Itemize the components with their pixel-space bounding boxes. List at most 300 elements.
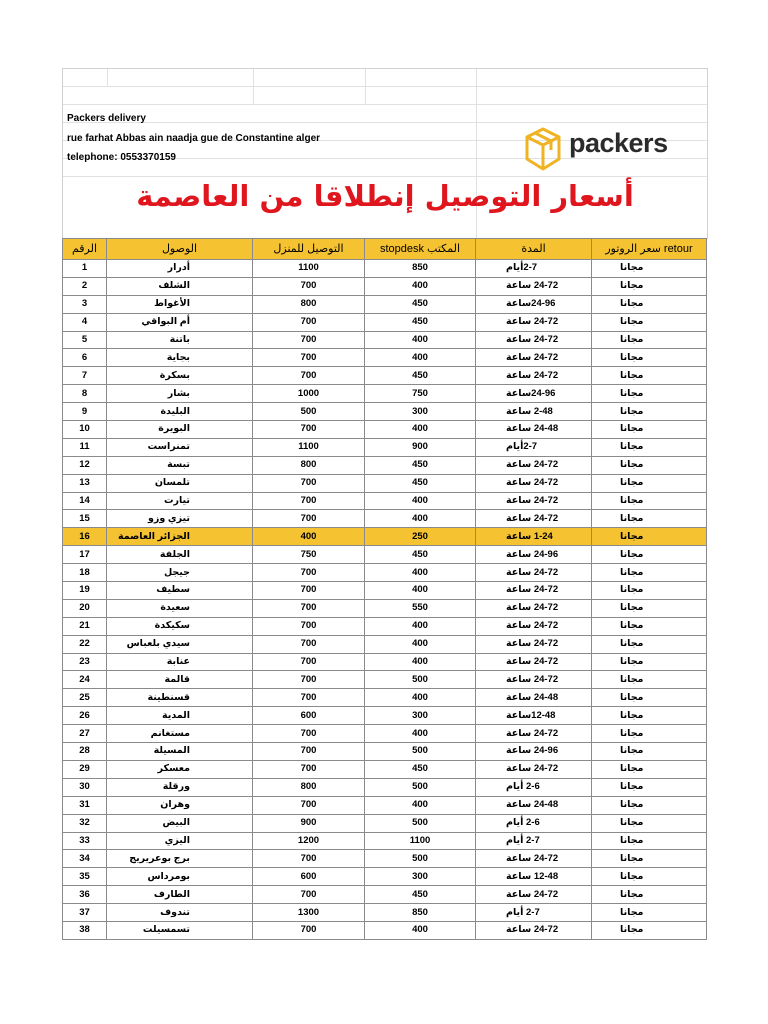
cell-stopdesk-price: 500: [365, 778, 476, 796]
cell-num: 36: [63, 886, 107, 904]
header-grid: [62, 68, 708, 239]
cell-retour: مجانا: [592, 510, 707, 528]
duration-text: 24-72 ساعة: [506, 620, 559, 632]
grid-line: [253, 69, 254, 104]
cell-duration: [476, 546, 592, 564]
cell-home-price: 700: [253, 671, 365, 689]
cell-home-price: 900: [253, 814, 365, 832]
cell-retour: مجانا: [592, 725, 707, 743]
cell-home-price: 700: [253, 474, 365, 492]
cell-num: 12: [63, 456, 107, 474]
cell-home-price: 700: [253, 760, 365, 778]
cell-wilaya: سطيف: [107, 582, 253, 600]
cell-duration: [476, 528, 592, 546]
table-row: [63, 886, 707, 904]
grid-line: [107, 69, 108, 86]
cell-duration: [476, 349, 592, 367]
cell-num: 31: [63, 796, 107, 814]
cell-home-price: 700: [253, 796, 365, 814]
cell-duration: [476, 635, 592, 653]
cell-stopdesk-price: 400: [365, 725, 476, 743]
cell-wilaya: سيدي بلعباس: [107, 635, 253, 653]
cell-wilaya: أم البواقي: [107, 313, 253, 331]
cell-num: 8: [63, 385, 107, 403]
cell-wilaya: بجاية: [107, 349, 253, 367]
cell-num: 1: [63, 260, 107, 278]
cell-stopdesk-price: 400: [365, 689, 476, 707]
cell-stopdesk-price: 400: [365, 349, 476, 367]
duration-text: 24-72 ساعة: [506, 334, 559, 345]
cell-retour: مجانا: [592, 689, 707, 707]
duration-text: 24-48 ساعة: [506, 423, 559, 435]
cell-home-price: 400: [253, 528, 365, 546]
cell-num: 33: [63, 832, 107, 850]
cell-duration: [476, 725, 592, 743]
cell-retour: مجانا: [592, 564, 707, 582]
cell-wilaya: سعيدة: [107, 599, 253, 617]
cell-stopdesk-price: 400: [365, 653, 476, 671]
cell-home-price: 600: [253, 868, 365, 886]
cell-num: 26: [63, 707, 107, 725]
cell-duration: [476, 743, 592, 761]
cell-wilaya: قالمة: [107, 671, 253, 689]
cell-stopdesk-price: 850: [365, 260, 476, 278]
cell-num: 14: [63, 492, 107, 510]
cell-num: 29: [63, 760, 107, 778]
cell-retour: مجانا: [592, 331, 707, 349]
cell-home-price: 700: [253, 349, 365, 367]
cell-retour: مجانا: [592, 492, 707, 510]
header-duration: المدة: [476, 239, 592, 260]
cell-duration: [476, 689, 592, 707]
cell-num: 28: [63, 743, 107, 761]
duration-text: 24-96ساعة: [506, 387, 556, 399]
cell-duration: [476, 886, 592, 904]
duration-text: 24-72 ساعة: [506, 459, 559, 471]
cell-retour: مجانا: [592, 796, 707, 814]
cell-retour: مجانا: [592, 850, 707, 868]
cell-retour: مجانا: [592, 438, 707, 456]
cell-wilaya: الجلفة: [107, 546, 253, 564]
cell-duration: [476, 904, 592, 922]
cell-duration: [476, 653, 592, 671]
cell-wilaya: اليزي: [107, 832, 253, 850]
grid-line: [63, 86, 707, 87]
table-row: [63, 725, 707, 743]
duration-text: 24-72 ساعة: [506, 638, 559, 650]
cell-wilaya: الأغواط: [107, 295, 253, 313]
cell-num: 6: [63, 349, 107, 367]
cell-home-price: 1100: [253, 260, 365, 278]
cell-stopdesk-price: 1100: [365, 832, 476, 850]
cell-home-price: 700: [253, 277, 365, 295]
grid-line: [63, 122, 707, 123]
packers-logo: [523, 126, 673, 170]
table-row: [63, 743, 707, 761]
cell-home-price: 1200: [253, 832, 365, 850]
company-name: Packers delivery: [67, 113, 146, 124]
cell-retour: مجانا: [592, 868, 707, 886]
table-row: [63, 421, 707, 439]
cell-duration: [476, 564, 592, 582]
cell-retour: مجانا: [592, 456, 707, 474]
cell-home-price: 800: [253, 295, 365, 313]
cell-duration: [476, 510, 592, 528]
duration-text: 24-72 ساعة: [506, 656, 559, 668]
cell-stopdesk-price: 500: [365, 671, 476, 689]
cell-duration: [476, 367, 592, 385]
cell-num: 21: [63, 617, 107, 635]
cell-home-price: 700: [253, 725, 365, 743]
cell-home-price: 700: [253, 743, 365, 761]
cell-duration: [476, 385, 592, 403]
table-row: [63, 492, 707, 510]
cell-num: 13: [63, 474, 107, 492]
cell-wilaya: تلمسان: [107, 474, 253, 492]
cell-wilaya: الجزائر العاصمة: [107, 528, 253, 546]
duration-text: 24-96ساعة: [506, 298, 556, 310]
duration-text: 24-72 ساعة: [506, 888, 559, 900]
header-wilaya: الوصول: [107, 239, 253, 260]
cell-wilaya: بشار: [107, 385, 253, 403]
duration-text: 24-48 ساعة: [506, 691, 559, 703]
cell-num: 18: [63, 564, 107, 582]
cell-duration: [476, 456, 592, 474]
header-retour: retour سعر الروتور: [592, 239, 707, 260]
cell-home-price: 800: [253, 778, 365, 796]
cell-retour: مجانا: [592, 474, 707, 492]
cell-wilaya: المدية: [107, 707, 253, 725]
duration-text: 2-7 أيام: [506, 834, 540, 846]
cell-home-price: 700: [253, 367, 365, 385]
cell-retour: مجانا: [592, 760, 707, 778]
cell-retour: مجانا: [592, 367, 707, 385]
header-num: الرقم: [63, 239, 107, 260]
cell-home-price: 700: [253, 313, 365, 331]
cell-wilaya: تسمسيلت: [107, 921, 253, 939]
cell-stopdesk-price: 450: [365, 760, 476, 778]
table-row: [63, 510, 707, 528]
cell-home-price: 700: [253, 653, 365, 671]
cell-retour: مجانا: [592, 599, 707, 617]
cell-retour: مجانا: [592, 635, 707, 653]
duration-text: 24-72 ساعة: [506, 763, 559, 775]
cell-stopdesk-price: 400: [365, 635, 476, 653]
cell-retour: مجانا: [592, 904, 707, 922]
cell-wilaya: أدرار: [107, 260, 253, 278]
cell-num: 27: [63, 725, 107, 743]
cell-retour: مجانا: [592, 277, 707, 295]
cell-retour: مجانا: [592, 403, 707, 421]
cell-num: 37: [63, 904, 107, 922]
cell-wilaya: بسكرة: [107, 367, 253, 385]
cell-wilaya: ورقلة: [107, 778, 253, 796]
cell-num: 23: [63, 653, 107, 671]
cell-home-price: 700: [253, 510, 365, 528]
table-row: [63, 295, 707, 313]
cell-duration: [476, 796, 592, 814]
cell-num: 11: [63, 438, 107, 456]
table-row: [63, 474, 707, 492]
cell-duration: [476, 582, 592, 600]
cell-stopdesk-price: 850: [365, 904, 476, 922]
duration-text: 2-6 أيام: [506, 817, 540, 829]
duration-text: 2-7أيام: [506, 262, 538, 274]
cell-duration: [476, 832, 592, 850]
cell-stopdesk-price: 450: [365, 313, 476, 331]
spreadsheet: [62, 68, 706, 942]
duration-text: 24-72 ساعة: [506, 673, 559, 685]
table-row: [63, 868, 707, 886]
table-row: [63, 438, 707, 456]
cell-duration: [476, 438, 592, 456]
cell-stopdesk-price: 500: [365, 814, 476, 832]
duration-text: 24-72 ساعة: [506, 727, 559, 739]
cell-num: 34: [63, 850, 107, 868]
cell-retour: مجانا: [592, 617, 707, 635]
table-row: [63, 653, 707, 671]
table-row: [63, 635, 707, 653]
cell-duration: [476, 921, 592, 939]
cell-num: 19: [63, 582, 107, 600]
cell-num: 2: [63, 277, 107, 295]
logo-box-icon: [523, 126, 563, 172]
cell-home-price: 700: [253, 331, 365, 349]
cell-duration: [476, 421, 592, 439]
cell-retour: مجانا: [592, 743, 707, 761]
duration-text: 24-96 ساعة: [506, 548, 559, 560]
duration-text: 24-72 ساعة: [506, 602, 559, 614]
duration-text: 24-72 ساعة: [506, 924, 559, 936]
table-row: [63, 528, 707, 546]
duration-text: 24-72 ساعة: [506, 369, 559, 381]
cell-retour: مجانا: [592, 653, 707, 671]
cell-stopdesk-price: 250: [365, 528, 476, 546]
cell-duration: [476, 617, 592, 635]
cell-retour: مجانا: [592, 349, 707, 367]
table-row: [63, 904, 707, 922]
cell-wilaya: تبسة: [107, 456, 253, 474]
cell-num: 30: [63, 778, 107, 796]
cell-retour: مجانا: [592, 886, 707, 904]
cell-wilaya: برج بوعريريج: [107, 850, 253, 868]
cell-stopdesk-price: 400: [365, 582, 476, 600]
cell-home-price: 800: [253, 456, 365, 474]
grid-line: [476, 69, 477, 239]
cell-home-price: 700: [253, 635, 365, 653]
duration-text: 24-72 ساعة: [506, 852, 559, 864]
duration-text: 2-6 أيام: [506, 781, 540, 793]
cell-stopdesk-price: 900: [365, 438, 476, 456]
cell-stopdesk-price: 450: [365, 456, 476, 474]
table-row: [63, 832, 707, 850]
cell-retour: مجانا: [592, 385, 707, 403]
table-row: [63, 617, 707, 635]
cell-stopdesk-price: 300: [365, 403, 476, 421]
table-row: [63, 689, 707, 707]
cell-retour: مجانا: [592, 313, 707, 331]
cell-num: 22: [63, 635, 107, 653]
cell-home-price: 1300: [253, 904, 365, 922]
table-row: [63, 778, 707, 796]
cell-home-price: 700: [253, 421, 365, 439]
cell-num: 3: [63, 295, 107, 313]
cell-duration: [476, 313, 592, 331]
cell-num: 5: [63, 331, 107, 349]
cell-stopdesk-price: 400: [365, 921, 476, 939]
cell-home-price: 700: [253, 564, 365, 582]
cell-duration: [476, 707, 592, 725]
cell-wilaya: الطارف: [107, 886, 253, 904]
cell-duration: [476, 850, 592, 868]
cell-home-price: 600: [253, 707, 365, 725]
table-row: [63, 367, 707, 385]
cell-home-price: 700: [253, 689, 365, 707]
cell-stopdesk-price: 450: [365, 474, 476, 492]
cell-retour: مجانا: [592, 421, 707, 439]
page-title: أسعار التوصيل إنطلاقا من العاصمة: [136, 179, 634, 213]
cell-stopdesk-price: 500: [365, 850, 476, 868]
cell-wilaya: عنابة: [107, 653, 253, 671]
cell-num: 20: [63, 599, 107, 617]
cell-num: 17: [63, 546, 107, 564]
cell-retour: مجانا: [592, 582, 707, 600]
cell-num: 15: [63, 510, 107, 528]
duration-text: 12-48ساعة: [506, 709, 556, 721]
cell-home-price: 700: [253, 492, 365, 510]
table-row: [63, 760, 707, 778]
duration-text: 2-7أيام: [506, 441, 538, 453]
table-row: [63, 850, 707, 868]
cell-wilaya: مستغانم: [107, 725, 253, 743]
duration-text: 24-72 ساعة: [506, 512, 559, 524]
duration-text: 24-96 ساعة: [506, 745, 559, 757]
cell-num: 9: [63, 403, 107, 421]
table-row: [63, 796, 707, 814]
cell-stopdesk-price: 300: [365, 868, 476, 886]
cell-num: 7: [63, 367, 107, 385]
duration-text: 1-24 ساعة: [506, 530, 553, 542]
cell-home-price: 700: [253, 886, 365, 904]
table-row: [63, 564, 707, 582]
cell-num: 24: [63, 671, 107, 689]
cell-num: 16: [63, 528, 107, 546]
table-row: [63, 331, 707, 349]
table-row: [63, 349, 707, 367]
company-phone: telephone: 0553370159: [67, 152, 176, 163]
cell-duration: [476, 868, 592, 886]
cell-duration: [476, 331, 592, 349]
cell-duration: [476, 671, 592, 689]
cell-home-price: 700: [253, 582, 365, 600]
grid-line: [365, 69, 366, 104]
duration-text: 24-72 ساعة: [506, 351, 559, 363]
cell-stopdesk-price: 300: [365, 707, 476, 725]
cell-stopdesk-price: 750: [365, 385, 476, 403]
duration-text: 24-72 ساعة: [506, 280, 559, 292]
cell-wilaya: قسنطينة: [107, 689, 253, 707]
duration-text: 24-72 ساعة: [506, 495, 559, 507]
duration-text: 2-48 ساعة: [506, 405, 553, 417]
cell-retour: مجانا: [592, 528, 707, 546]
duration-text: 2-7 أيام: [506, 906, 540, 918]
company-address: rue farhat Abbas ain naadja gue de Constantine alger: [67, 133, 321, 144]
duration-text: 24-72 ساعة: [506, 316, 559, 328]
cell-wilaya: البويرة: [107, 421, 253, 439]
table-row: [63, 814, 707, 832]
cell-retour: مجانا: [592, 546, 707, 564]
cell-retour: مجانا: [592, 921, 707, 939]
duration-text: 12-48 ساعة: [506, 870, 559, 882]
cell-home-price: 1100: [253, 438, 365, 456]
cell-duration: [476, 295, 592, 313]
duration-text: 24-72 ساعة: [506, 477, 559, 489]
cell-wilaya: سكيكدة: [107, 617, 253, 635]
cell-wilaya: وهران: [107, 796, 253, 814]
grid-line: [63, 104, 707, 105]
cell-duration: [476, 814, 592, 832]
cell-wilaya: تمنراست: [107, 438, 253, 456]
cell-stopdesk-price: 400: [365, 510, 476, 528]
rates-table: [62, 238, 707, 940]
grid-line: [63, 176, 707, 177]
table-row: [63, 921, 707, 939]
cell-wilaya: تيارت: [107, 492, 253, 510]
cell-retour: مجانا: [592, 778, 707, 796]
cell-duration: [476, 260, 592, 278]
cell-num: 25: [63, 689, 107, 707]
cell-stopdesk-price: 400: [365, 564, 476, 582]
table-row: [63, 582, 707, 600]
cell-duration: [476, 403, 592, 421]
cell-duration: [476, 492, 592, 510]
cell-retour: مجانا: [592, 814, 707, 832]
cell-stopdesk-price: 450: [365, 295, 476, 313]
table-row: [63, 456, 707, 474]
cell-stopdesk-price: 450: [365, 546, 476, 564]
cell-home-price: 700: [253, 599, 365, 617]
cell-stopdesk-price: 400: [365, 796, 476, 814]
cell-wilaya: تيزي وزو: [107, 510, 253, 528]
cell-stopdesk-price: 400: [365, 277, 476, 295]
cell-duration: [476, 277, 592, 295]
cell-home-price: 700: [253, 921, 365, 939]
cell-wilaya: معسكر: [107, 760, 253, 778]
cell-duration: [476, 474, 592, 492]
cell-stopdesk-price: 400: [365, 492, 476, 510]
cell-retour: مجانا: [592, 260, 707, 278]
cell-num: 38: [63, 921, 107, 939]
cell-wilaya: المسيلة: [107, 743, 253, 761]
cell-stopdesk-price: 500: [365, 743, 476, 761]
cell-wilaya: جيجل: [107, 564, 253, 582]
table-row: [63, 313, 707, 331]
cell-retour: مجانا: [592, 832, 707, 850]
cell-retour: مجانا: [592, 707, 707, 725]
table-row: [63, 599, 707, 617]
table-header-row: [63, 239, 707, 260]
cell-stopdesk-price: 400: [365, 331, 476, 349]
cell-wilaya: بومرداس: [107, 868, 253, 886]
cell-wilaya: الشلف: [107, 277, 253, 295]
duration-text: 24-72 ساعة: [506, 566, 559, 578]
cell-wilaya: البيض: [107, 814, 253, 832]
table-row: [63, 546, 707, 564]
cell-home-price: 700: [253, 850, 365, 868]
cell-num: 4: [63, 313, 107, 331]
table-row: [63, 671, 707, 689]
cell-duration: [476, 778, 592, 796]
